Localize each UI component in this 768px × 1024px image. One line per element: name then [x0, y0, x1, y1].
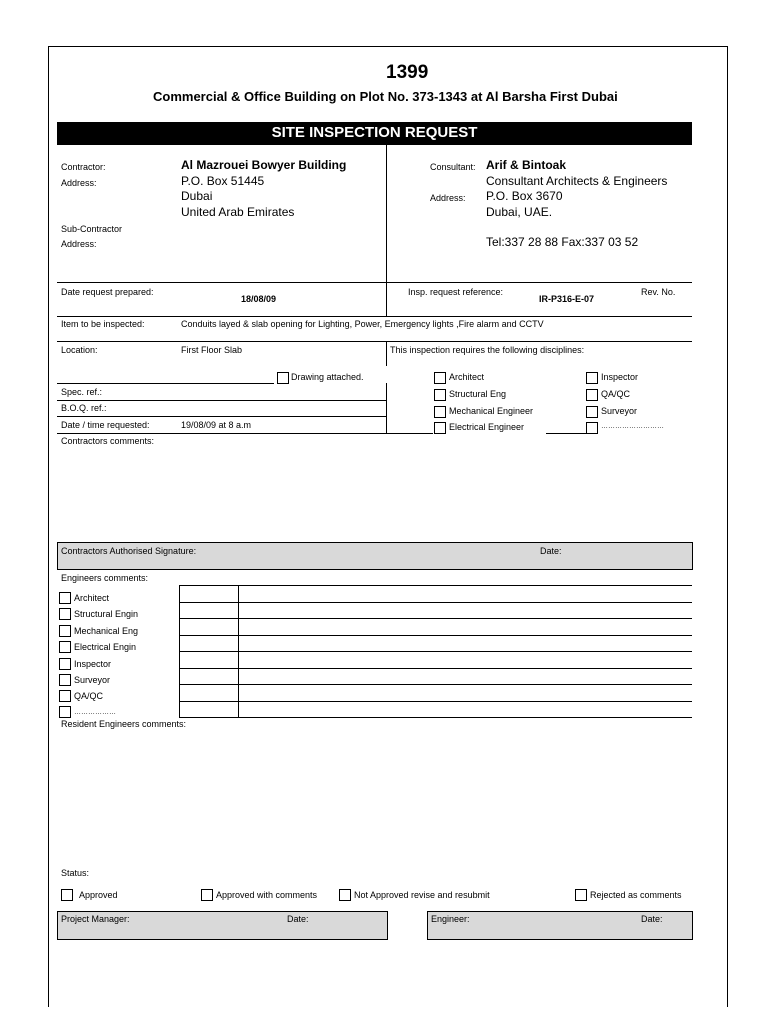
form-title-bar [57, 122, 692, 145]
discipline-qaqc-checkbox[interactable] [586, 389, 598, 401]
engineers-comments-label: Engineers comments: [61, 573, 149, 583]
document-number: 1399 [386, 62, 429, 83]
contractors-comments-label: Contractors comments: [61, 436, 155, 446]
date-prepared-value: 18/08/09 [241, 294, 277, 304]
engineer-row-label: Mechanical Eng [74, 626, 139, 636]
drawing-attached-checkbox[interactable] [277, 372, 289, 384]
engineer-row-label: Inspector [74, 659, 112, 669]
discipline-other-checkbox[interactable] [586, 422, 598, 434]
boq-ref-label: B.O.Q. ref.: [61, 403, 107, 413]
form-title: SITE INSPECTION REQUEST [271, 124, 478, 141]
status-option-label: Not Approved revise and resubmit [354, 890, 490, 900]
contractor-address-line: P.O. Box 51445 [181, 174, 265, 188]
discipline-label: QA/QC [601, 389, 631, 399]
status-option-label: Rejected as comments [590, 890, 682, 900]
discipline-inspector-checkbox[interactable] [586, 372, 598, 384]
contractor-address-label: Address: [61, 178, 97, 188]
drawing-attached-label: Drawing attached. [291, 372, 364, 382]
engineer-electrical-checkbox[interactable] [59, 641, 71, 653]
engineer-row-label: ……………… [74, 709, 116, 716]
engineer-surveyor-checkbox[interactable] [59, 674, 71, 686]
project-manager-label: Project Manager: [61, 914, 130, 924]
discipline-mechanical-checkbox[interactable] [434, 406, 446, 418]
status-approved-with-comments-checkbox[interactable] [201, 889, 213, 901]
engineer-mechanical-checkbox[interactable] [59, 625, 71, 637]
subcontractor-label: Sub-Contractor [61, 224, 123, 234]
status-label: Status: [61, 868, 90, 878]
consultant-name: Arif & Bintoak [486, 158, 567, 172]
location-label: Location: [61, 345, 98, 355]
status-option-label: Approved [79, 890, 118, 900]
contractors-comments-area[interactable] [57, 450, 692, 540]
revision-label: Rev. No. [641, 287, 676, 297]
discipline-architect-checkbox[interactable] [434, 372, 446, 384]
engineer-row-label: Electrical Engin [74, 642, 137, 652]
engineer-date-label: Date: [641, 914, 663, 924]
status-approved-checkbox[interactable] [61, 889, 73, 901]
spec-ref-label: Spec. ref.: [61, 387, 103, 397]
item-label: Item to be inspected: [61, 319, 145, 329]
resident-engineers-label: Resident Engineers comments: [61, 719, 187, 729]
contractor-address-line: Dubai [181, 189, 213, 203]
location-value: First Floor Slab [181, 345, 243, 355]
disciplines-label: This inspection requires the following disciplines: [390, 345, 585, 355]
engineer-row-label: Architect [74, 593, 110, 603]
discipline-label: Inspector [601, 372, 639, 382]
subcontractor-address-label: Address: [61, 239, 97, 249]
consultant-address-line: Dubai, UAE. [486, 205, 553, 219]
engineer-row-label: Surveyor [74, 675, 111, 685]
engineer-row-label: Structural Engin [74, 609, 139, 619]
discipline-surveyor-checkbox[interactable] [586, 406, 598, 418]
discipline-label: Surveyor [601, 406, 638, 416]
engineer-other-checkbox[interactable] [59, 706, 71, 718]
consultant-label: Consultant: [430, 162, 476, 172]
date-time-requested-label: Date / time requested: [61, 420, 150, 430]
consultant-address-label: Address: [430, 193, 466, 203]
engineer-inspector-checkbox[interactable] [59, 658, 71, 670]
contractor-label: Contractor: [61, 162, 106, 172]
resident-engineers-comments-area[interactable] [57, 732, 692, 862]
reference-label: Insp. request reference: [408, 287, 504, 297]
discipline-label: Architect [449, 372, 485, 382]
discipline-electrical-checkbox[interactable] [434, 422, 446, 434]
consultant-line: Consultant Architects & Engineers [486, 174, 668, 188]
status-option-label: Approved with comments [216, 890, 318, 900]
consultant-address-line: P.O. Box 3670 [486, 189, 563, 203]
engineer-qaqc-checkbox[interactable] [59, 690, 71, 702]
project-manager-date-label: Date: [287, 914, 309, 924]
signature-label: Contractors Authorised Signature: [61, 546, 197, 556]
status-rejected-checkbox[interactable] [575, 889, 587, 901]
discipline-label: Electrical Engineer [449, 422, 525, 432]
item-value: Conduits layed & slab opening for Lighting, Power, Emergency lights ,Fire alarm and CCTV [181, 319, 544, 329]
discipline-label: ……………………… [601, 423, 664, 430]
reference-value: IR-P316-E-07 [539, 294, 595, 304]
signature-date-label: Date: [540, 546, 562, 556]
engineer-architect-checkbox[interactable] [59, 592, 71, 604]
discipline-label: Structural Eng [449, 389, 507, 399]
engineer-label: Engineer: [431, 914, 470, 924]
consultant-phone: Tel:337 28 88 Fax:337 03 52 [486, 235, 639, 249]
date-prepared-label: Date request prepared: [61, 287, 154, 297]
engineer-row-label: QA/QC [74, 691, 104, 701]
status-not-approved-checkbox[interactable] [339, 889, 351, 901]
discipline-structural-checkbox[interactable] [434, 389, 446, 401]
engineer-structural-checkbox[interactable] [59, 608, 71, 620]
project-title: Commercial & Office Building on Plot No. 373-1343 at Al Barsha First Dubai [153, 89, 618, 104]
contractor-address-line: United Arab Emirates [181, 205, 295, 219]
date-time-requested-value: 19/08/09 at 8 a.m [181, 420, 252, 430]
discipline-label: Mechanical Engineer [449, 406, 534, 416]
contractor-name: Al Mazrouei Bowyer Building [181, 158, 347, 172]
